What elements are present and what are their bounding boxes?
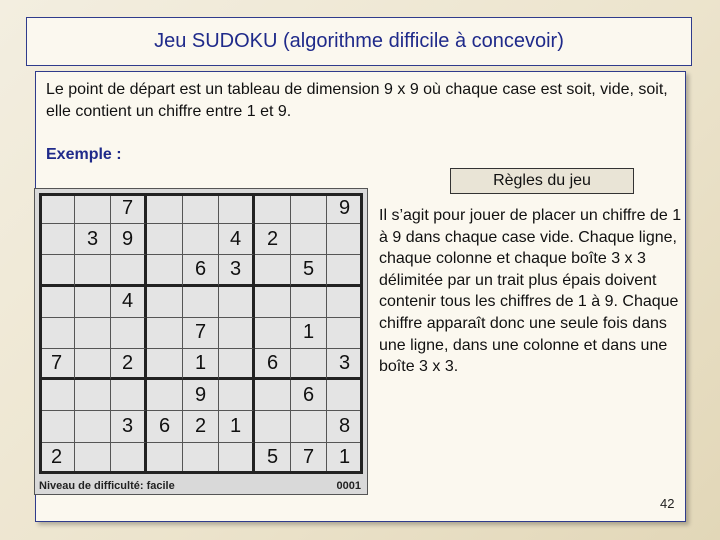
sudoku-cell <box>111 255 147 286</box>
sudoku-cell <box>255 380 291 411</box>
sudoku-cell: 9 <box>327 193 363 224</box>
sudoku-cell <box>219 349 255 380</box>
sudoku-cell <box>327 255 363 286</box>
sudoku-cell <box>291 349 327 380</box>
sudoku-cell <box>219 318 255 349</box>
sudoku-cell <box>39 224 75 255</box>
sudoku-cell <box>291 287 327 318</box>
sudoku-cell <box>75 287 111 318</box>
sudoku-cell: 1 <box>291 318 327 349</box>
sudoku-cell <box>291 411 327 442</box>
sudoku-cell: 2 <box>255 224 291 255</box>
sudoku-cell <box>219 287 255 318</box>
sudoku-cell: 3 <box>111 411 147 442</box>
rules-heading: Règles du jeu <box>450 168 634 194</box>
sudoku-cell <box>219 380 255 411</box>
page-number: 42 <box>660 496 675 511</box>
sudoku-cell <box>147 318 183 349</box>
sudoku-cell <box>75 318 111 349</box>
sudoku-cell <box>255 318 291 349</box>
slide-title: Jeu SUDOKU (algorithme difficile à concevoir) <box>26 17 692 66</box>
sudoku-cell: 7 <box>39 349 75 380</box>
sudoku-cell <box>111 318 147 349</box>
sudoku-cell: 3 <box>75 224 111 255</box>
sudoku-cell <box>183 224 219 255</box>
sudoku-cell <box>111 443 147 474</box>
sudoku-cell: 1 <box>183 349 219 380</box>
sudoku-cell: 4 <box>111 287 147 318</box>
sudoku-cell <box>75 443 111 474</box>
sudoku-cell <box>147 224 183 255</box>
sudoku-cell: 6 <box>291 380 327 411</box>
sudoku-cell <box>147 255 183 286</box>
sudoku-cell <box>219 443 255 474</box>
sudoku-cell <box>75 349 111 380</box>
sudoku-cell <box>327 287 363 318</box>
sudoku-cell: 9 <box>183 380 219 411</box>
sudoku-cell <box>255 411 291 442</box>
sudoku-cell: 4 <box>219 224 255 255</box>
sudoku-cell <box>111 380 147 411</box>
sudoku-cell <box>327 318 363 349</box>
difficulty-label: Niveau de difficulté: facile <box>39 480 175 492</box>
sudoku-cell <box>75 255 111 286</box>
sudoku-cell <box>219 193 255 224</box>
sudoku-grid <box>39 193 363 474</box>
sudoku-cell <box>39 318 75 349</box>
sudoku-cell <box>39 380 75 411</box>
sudoku-cell <box>147 349 183 380</box>
sudoku-cell: 1 <box>219 411 255 442</box>
sudoku-cell <box>183 193 219 224</box>
sudoku-cell <box>75 411 111 442</box>
sudoku-cell <box>39 193 75 224</box>
sudoku-cell: 1 <box>327 443 363 474</box>
sudoku-cell: 8 <box>327 411 363 442</box>
sudoku-cell: 3 <box>327 349 363 380</box>
sudoku-cell: 6 <box>183 255 219 286</box>
sudoku-cell <box>147 287 183 318</box>
sudoku-cell: 7 <box>291 443 327 474</box>
sudoku-cell <box>39 411 75 442</box>
sudoku-cell <box>255 287 291 318</box>
sudoku-cell: 2 <box>111 349 147 380</box>
sudoku-cell <box>291 224 327 255</box>
sudoku-cell <box>147 380 183 411</box>
sudoku-cell <box>183 443 219 474</box>
sudoku-cell: 5 <box>255 443 291 474</box>
sudoku-cell: 2 <box>183 411 219 442</box>
sudoku-cell <box>147 443 183 474</box>
sudoku-cell <box>39 287 75 318</box>
sudoku-cell <box>39 255 75 286</box>
sudoku-cell: 9 <box>111 224 147 255</box>
sudoku-cell <box>255 255 291 286</box>
sudoku-cell: 6 <box>147 411 183 442</box>
sudoku-puzzle <box>34 188 368 495</box>
puzzle-number: 0001 <box>336 480 361 492</box>
sudoku-cell: 5 <box>291 255 327 286</box>
sudoku-cell <box>147 193 183 224</box>
sudoku-cell <box>75 193 111 224</box>
sudoku-cell <box>291 193 327 224</box>
sudoku-cell <box>255 193 291 224</box>
intro-text: Le point de départ est un tableau de dimension 9 x 9 où chaque case est soit, vide, soit, elle contient un chiffre entre 1 et 9. <box>46 81 668 120</box>
sudoku-cell: 7 <box>183 318 219 349</box>
sudoku-cell: 2 <box>39 443 75 474</box>
sudoku-cell: 3 <box>219 255 255 286</box>
rules-text: Il s’agit pour jouer de placer un chiffre de 1 à 9 dans chaque case vide. Chaque ligne, chaque colonne et chaque boîte 3 x 3 délimitée par un trait plus épais doivent contenir tous les chiffres de 1 à 9. Chaque chiffre apparaît donc une seule fois dans une ligne, dans une colonne et dans une boîte 3 x 3. <box>379 207 682 376</box>
sudoku-cell: 7 <box>111 193 147 224</box>
example-label: Exemple : <box>46 146 122 163</box>
sudoku-cell <box>75 380 111 411</box>
sudoku-cell: 6 <box>255 349 291 380</box>
sudoku-cell <box>183 287 219 318</box>
sudoku-cell <box>327 380 363 411</box>
sudoku-cell <box>327 224 363 255</box>
